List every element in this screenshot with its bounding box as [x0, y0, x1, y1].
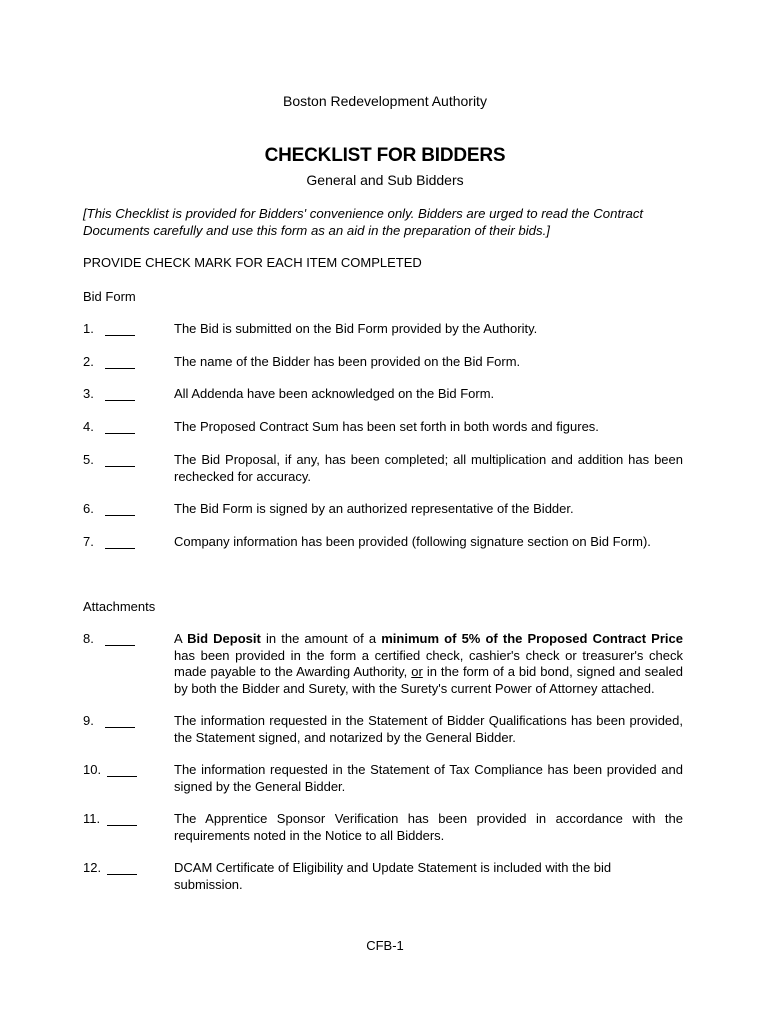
- check-blank[interactable]: [105, 534, 135, 549]
- item-text: The information requested in the Statement of Bidder Qualifications has been provided, the Statement signed, and notarized by the General Bidder.: [174, 713, 683, 745]
- check-blank[interactable]: [107, 811, 137, 826]
- checklist-item: [83, 354, 683, 371]
- check-blank[interactable]: [105, 452, 135, 467]
- item-number: 1.: [83, 321, 94, 336]
- checklist-item: [83, 419, 683, 436]
- item-text: The name of the Bidder has been provided on the Bid Form.: [174, 354, 521, 369]
- checklist-item: [83, 860, 683, 893]
- item-number: 5.: [83, 452, 94, 467]
- check-blank[interactable]: [107, 860, 137, 875]
- item-text: The Bid is submitted on the Bid Form provided by the Authority.: [174, 321, 538, 336]
- check-blank[interactable]: [105, 354, 135, 369]
- checklist-item: [83, 501, 683, 518]
- item-text: [174, 631, 683, 697]
- instruction-text: PROVIDE CHECK MARK FOR EACH ITEM COMPLETED: [83, 255, 422, 270]
- page-title: CHECKLIST FOR BIDDERS: [264, 145, 506, 166]
- item-number: 6.: [83, 501, 94, 516]
- checklist-item: [83, 321, 683, 338]
- item-text-part: has been provided in the form a certified check, cashier's check or treasurer's check made payable to the Awarding Authority,: [174, 647, 683, 679]
- item-number: 11.: [83, 811, 101, 826]
- section-heading-attachments: Attachments: [83, 599, 156, 614]
- item-text: The Apprentice Sponsor Verification has been provided in accordance with the requirements noted in the Notice to all Bidders.: [174, 811, 683, 843]
- item-number: 7.: [83, 534, 94, 549]
- item-text: The Bid Form is signed by an authorized representative of the Bidder.: [174, 501, 574, 516]
- checklist-item: [83, 534, 683, 551]
- check-blank[interactable]: [107, 762, 137, 777]
- check-blank[interactable]: [105, 419, 135, 434]
- item-number: 8.: [83, 631, 94, 646]
- item-number: 9.: [83, 713, 94, 728]
- page-subtitle: General and Sub Bidders: [306, 172, 464, 188]
- item-text: Company information has been provided (following signature section on Bid Form).: [174, 534, 651, 549]
- checklist-item: [83, 762, 683, 795]
- item-number: 2.: [83, 354, 94, 369]
- item-number: 10.: [83, 762, 102, 777]
- check-blank[interactable]: [105, 713, 135, 728]
- item-text-part: in the amount of a: [260, 631, 382, 646]
- organization-name: Boston Redevelopment Authority: [283, 93, 487, 109]
- item-text-part: A: [174, 631, 188, 646]
- item-text: All Addenda have been acknowledged on the Bid Form.: [174, 386, 495, 401]
- check-blank[interactable]: [105, 386, 135, 401]
- item-number: 4.: [83, 419, 94, 434]
- item-text: The information requested in the Statement of Tax Compliance has been provided and signed by the General Bidder.: [174, 762, 683, 794]
- checklist-item: [83, 631, 683, 697]
- item-number: 12.: [83, 860, 102, 875]
- check-blank[interactable]: [105, 321, 135, 336]
- minimum-amount-emphasis: minimum of 5% of the Proposed Contract Price: [381, 631, 683, 646]
- item-text: The Bid Proposal, if any, has been completed; all multiplication and addition has been rechecked for accuracy.: [174, 452, 683, 484]
- section-heading-bid-form: Bid Form: [83, 289, 136, 304]
- item-text: DCAM Certificate of Eligibility and Update Statement is included with the bid submission.: [174, 860, 612, 892]
- item-number: 3.: [83, 386, 94, 401]
- checklist-item: [83, 811, 683, 844]
- item-text-part: in the form of a bid bond, signed and sealed by both the Bidder and Surety, with the Surety's current Power of Attorney attached.: [174, 664, 683, 696]
- bid-deposit-emphasis: Bid Deposit: [187, 631, 261, 646]
- intro-paragraph: [This Checklist is provided for Bidders' convenience only. Bidders are urged to read the Contract Documents carefully and use this form as an aid in the preparation of their bids.]: [83, 206, 644, 238]
- checklist-item: [83, 713, 683, 746]
- check-blank[interactable]: [105, 501, 135, 516]
- check-blank[interactable]: [105, 631, 135, 646]
- item-text: The Proposed Contract Sum has been set forth in both words and figures.: [174, 419, 599, 434]
- checklist-item: [83, 452, 683, 485]
- or-emphasis: or: [411, 664, 423, 679]
- checklist-item: [83, 386, 683, 403]
- page-number: CFB-1: [366, 938, 404, 953]
